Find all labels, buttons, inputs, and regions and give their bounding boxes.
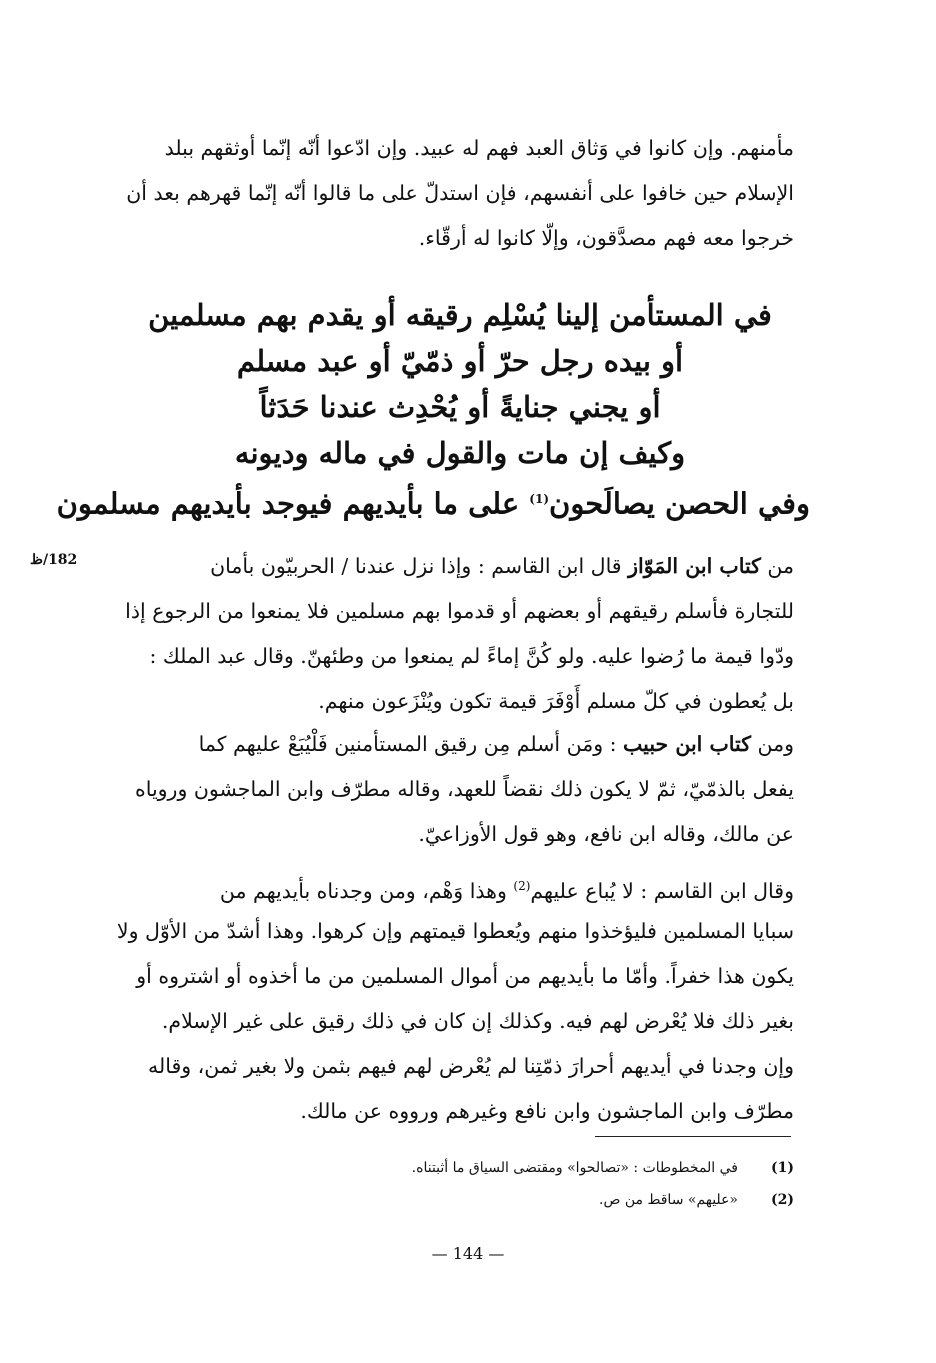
text-line: مأمنهم. وإن كانوا في وَثاق العبد فهم له عبيد. وإن ادّعوا أنّه إنّما أوثقهم ببلد — [164, 136, 794, 160]
footnote-divider — [595, 1136, 791, 1137]
heading-line: وكيف إن مات والقول في ماله وديونه — [234, 436, 686, 470]
heading-line: أو يجني جنايةً أو يُحْدِث عندنا حَدَثاً — [259, 390, 661, 424]
text-line: بغير ذلك فلا يُعْرض لهم فيه. وكذلك إن كان في ذلك رقيق على غير الإسلام. — [161, 1009, 794, 1033]
text-line — [118, 544, 794, 589]
text-line — [118, 864, 794, 909]
heading-line: في المستأمن إلينا يُسْلِم رقيقه أو يقدم بهم مسلمين — [148, 298, 772, 332]
paragraph-ibn-habib — [118, 722, 794, 857]
text-run: : ومَن أسلم مِن رقيق المستأمنين فَلْيُبَعْ عليهم كما — [198, 732, 624, 756]
heading-line: أو بيده رجل حرّ أو ذمّيّ أو عبد مسلم — [236, 344, 684, 378]
text-run: قال ابن القاسم : وإذا نزل عندنا / الحربيّون بأمان — [210, 554, 629, 578]
text-run: وهذا وَهْم، ومن وجدناه بأيديهم من — [219, 878, 514, 903]
heading-text: على ما بأيديهم فيوجد بأيديهم مسلمون — [56, 486, 520, 521]
book-citation: كتاب ابن المَوّاز — [628, 554, 761, 578]
footnote-item — [118, 1152, 794, 1184]
footnotes — [118, 1152, 794, 1216]
text-line: وإن وجدنا في أيديهم أحرارَ ذمّتِنا لم يُعْرض لهم فيهم بثمن ولا بغير ثمن، وقاله — [147, 1054, 794, 1078]
text-line: بل يُعطون في كلّ مسلم أَوْفَرَ قيمة تكون ويُنْزَعون منهم. — [318, 689, 794, 713]
text-line: الإسلام حين خافوا على أنفسهم، فإن استدلّ على ما قالوا أنّه إنّما قهرهم بعد أن — [126, 181, 794, 205]
book-citation: كتاب ابن حبيب — [623, 732, 751, 756]
footnote-ref: (2) — [513, 879, 531, 893]
paragraph-ibn-mawaz — [118, 544, 794, 724]
footnote-number: (1) — [771, 1160, 794, 1176]
heading-text: وفي الحصن يصالَحون — [549, 486, 810, 521]
paragraph-ibn-qasim — [118, 864, 794, 1134]
footnote-text: في المخطوطات : «تصالحوا» ومقتضى السياق ما أثبتناه. — [411, 1160, 738, 1176]
footnote-item — [118, 1184, 794, 1216]
page-number: — 144 — — [431, 1244, 505, 1263]
footnote-text: «عليهم» ساقط من ص. — [599, 1192, 738, 1208]
text-line: سبايا المسلمين فليؤخذوا منهم ويُعطوا قيمتهم وإن كرهوا. وهذا أشدّ من الأوّل ولا — [116, 919, 794, 943]
text-line — [118, 722, 794, 767]
footnote-ref: (1) — [529, 492, 550, 506]
heading-line — [56, 476, 810, 522]
text-line: للتجارة فأسلم رقيقهم أو بعضهم أو قدموا بهم مسلمين فلا يمنعوا من الرجوع إذا — [125, 599, 794, 623]
text-line: خرجوا معه فهم مصدَّقون، وإلّا كانوا له أرقّاء. — [418, 226, 794, 250]
text-line: مطرّف وابن الماجشون وابن نافع وغيرهم ورووه عن مالك. — [300, 1099, 794, 1123]
text-run: ومن — [750, 732, 794, 756]
text-line: يفعل بالذمّيّ، ثمّ لا يكون ذلك نقضاً للعهد، وقاله مطرّف وابن الماجشون وروياه — [134, 777, 794, 801]
intro-paragraph — [118, 126, 794, 261]
text-line: يكون هذا خفراً. وأمّا ما بأيديهم من أموال المسلمين من ما أخذوه أو اشتروه أو — [136, 964, 794, 988]
text-line: عن مالك، وقاله ابن نافع، وهو قول الأوزاعيّ. — [418, 822, 794, 846]
text-run: وقال ابن القاسم : لا يُباع عليهم — [530, 878, 794, 903]
text-line: ودّوا قيمة ما رُضوا عليه. ولو كُنَّ إماءً لم يمنعوا من وطئهنّ. وقال عبد الملك : — [149, 644, 794, 668]
section-heading — [56, 292, 810, 522]
text-run: من — [760, 554, 794, 578]
footnote-number: (2) — [771, 1192, 794, 1208]
manuscript-folio-note: 182/ظ — [30, 552, 78, 568]
